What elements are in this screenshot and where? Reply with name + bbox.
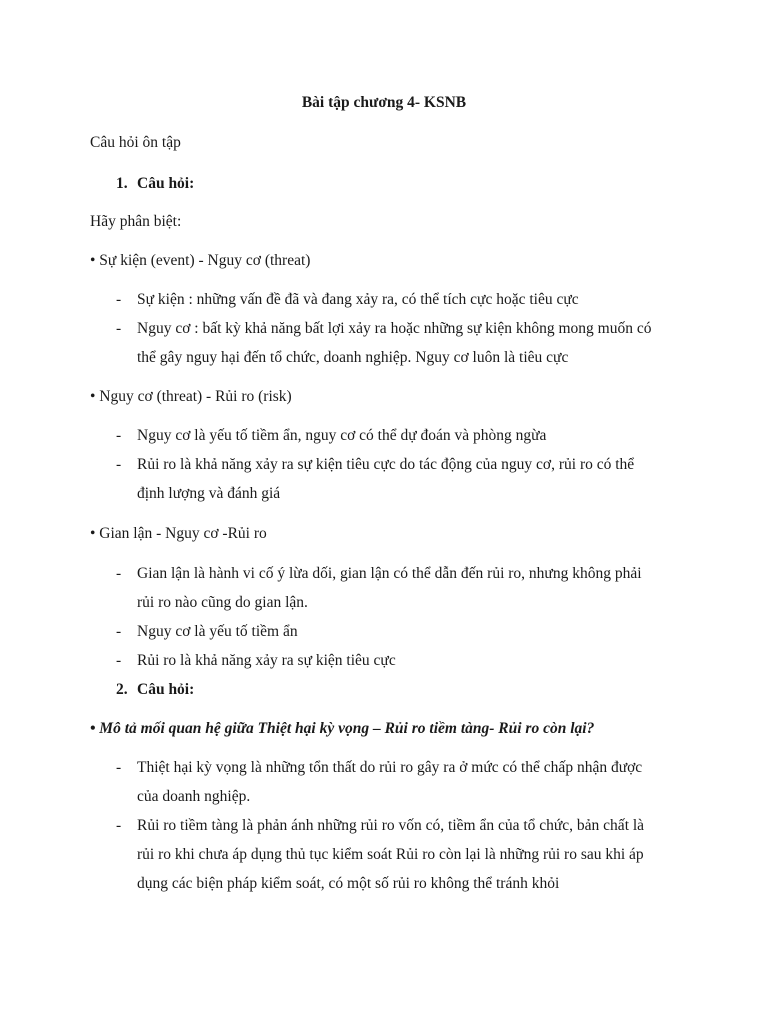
list-bullet: - xyxy=(116,427,122,444)
question-2-number: 2. xyxy=(116,681,128,698)
section-heading-threat-risk: • Nguy cơ (threat) - Rủi ro (risk) xyxy=(90,388,292,405)
list-bullet: - xyxy=(116,759,122,776)
list-item: Sự kiện : những vấn đề đã và đang xảy ra, có thể tích cực hoặc tiêu cực xyxy=(137,291,579,308)
list-item: Rủi ro là khả năng xảy ra sự kiện tiêu cực xyxy=(137,652,396,669)
list-item: Rủi ro tiềm tàng là phản ánh những rủi ro vốn có, tiềm ẩn của tổ chức, bản chất là xyxy=(137,817,645,834)
list-bullet: - xyxy=(116,623,122,640)
list-item: Rủi ro là khả năng xảy ra sự kiện tiêu cực do tác động của nguy cơ, rủi ro có thể xyxy=(137,456,635,473)
list-item-continuation: dụng các biện pháp kiểm soát, có một số rủi ro không thể tránh khỏi xyxy=(137,875,560,892)
list-item: Nguy cơ là yếu tố tiềm ẩn xyxy=(137,623,298,640)
intro-text: Câu hỏi ôn tập xyxy=(90,134,181,151)
list-item-continuation: rủi ro khi chưa áp dụng thủ tục kiểm soát Rủi ro còn lại là những rủi ro sau khi áp xyxy=(137,846,644,863)
list-item-continuation: thể gây nguy hại đến tổ chức, doanh nghiệp. Nguy cơ luôn là tiêu cực xyxy=(137,349,569,366)
question-2-label: Câu hỏi: xyxy=(137,681,195,698)
section-heading-event-threat: • Sự kiện (event) - Nguy cơ (threat) xyxy=(90,252,311,269)
list-item: Thiệt hại kỳ vọng là những tổn thất do rủi ro gây ra ở mức có thể chấp nhận được xyxy=(137,759,643,776)
list-bullet: - xyxy=(116,652,122,669)
question-1-label: Câu hỏi: xyxy=(137,175,195,192)
list-item-continuation: định lượng và đánh giá xyxy=(137,485,281,502)
section-heading-fraud-threat-risk: • Gian lận - Nguy cơ -Rủi ro xyxy=(90,525,267,542)
list-bullet: - xyxy=(116,565,122,582)
list-bullet: - xyxy=(116,320,122,337)
question-2-heading: • Mô tả mối quan hệ giữa Thiệt hại kỳ vọng – Rủi ro tiềm tàng- Rủi ro còn lại? xyxy=(90,720,595,737)
list-bullet: - xyxy=(116,456,122,473)
list-item-continuation: rủi ro nào cũng do gian lận. xyxy=(137,594,308,611)
list-item-continuation: của doanh nghiệp. xyxy=(137,788,251,805)
document-title: Bài tập chương 4- KSNB xyxy=(301,94,467,111)
list-item: Nguy cơ : bất kỳ khả năng bất lợi xảy ra hoặc những sự kiện không mong muốn có xyxy=(137,320,652,337)
list-item: Nguy cơ là yếu tố tiềm ẩn, nguy cơ có thể dự đoán và phòng ngừa xyxy=(137,427,547,444)
list-bullet: - xyxy=(116,817,122,834)
list-item: Gian lận là hành vi cố ý lừa dối, gian lận có thể dẫn đến rủi ro, nhưng không phải xyxy=(137,565,642,582)
list-bullet: - xyxy=(116,291,122,308)
question-1-prompt: Hãy phân biệt: xyxy=(90,213,182,230)
question-1-number: 1. xyxy=(116,175,128,192)
